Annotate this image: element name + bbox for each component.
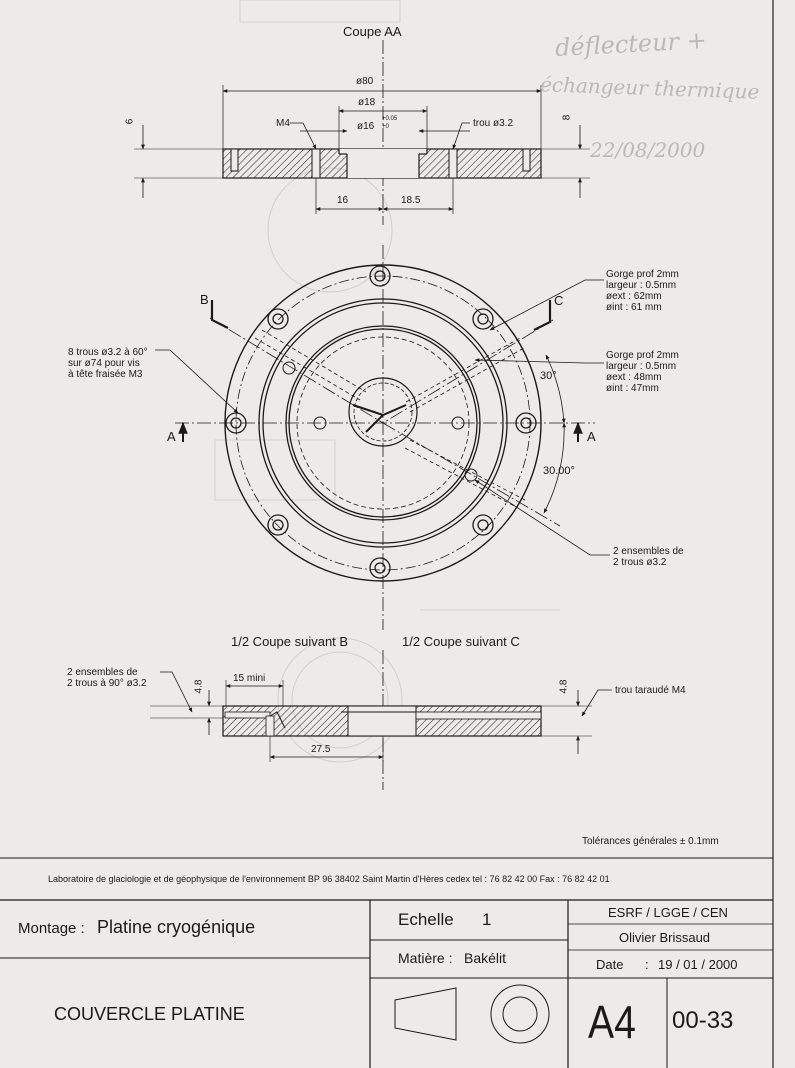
dim-w275: 27.5 <box>311 744 331 755</box>
half-section-b-title: 1/2 Coupe suivant B <box>231 634 349 649</box>
dim-angle-30-00: 30.00° <box>543 465 575 477</box>
dim-angle-30: 30° <box>540 370 557 382</box>
echelle-label: Echelle <box>398 910 454 929</box>
handwritten-date: 22/08/2000 <box>590 138 706 162</box>
half-sections-view <box>150 650 612 790</box>
montage-value: Platine cryogénique <box>97 917 256 937</box>
date-value: 19 / 01 / 2000 <box>658 957 738 972</box>
section-label-a-left: A <box>167 429 176 444</box>
section-aa-title: Coupe AA <box>343 24 402 39</box>
section-label-c: C <box>554 293 564 308</box>
note-taraude-m4: trou taraudé M4 <box>615 685 686 696</box>
author: Olivier Brissaud <box>619 930 711 945</box>
date-label: Date <box>596 957 624 972</box>
montage-label: Montage : <box>18 920 85 937</box>
section-label-a-right: A <box>587 429 596 444</box>
dim-d80: ø80 <box>356 76 374 87</box>
tol-zero: +0 <box>382 124 389 130</box>
note-2-sets-holes: 2 ensembles de 2 trous ø3.2 <box>613 546 684 568</box>
tol-plus: +0.05 <box>382 116 398 122</box>
echelle-value: 1 <box>482 910 492 929</box>
section-label-b: B <box>200 292 209 307</box>
note-8-holes: 8 trous ø3.2 à 60° sur ø74 pour vis à tête fraisée M3 <box>68 347 148 380</box>
handwritten-line-2: échangeur thermique <box>539 72 760 104</box>
dim-h48-left: 4.8 <box>193 679 205 694</box>
dim-w16: 16 <box>337 195 349 206</box>
dim-m4: M4 <box>276 118 290 129</box>
date-separator: : <box>645 957 649 972</box>
plan-view <box>155 245 610 630</box>
general-tolerances: Tolérances générales ± 0.1mm <box>582 836 719 847</box>
dim-h8: 8 <box>561 114 573 121</box>
note-gorge-48: Gorge prof 2mm largeur : 0.5mm øext : 48mm øint : 47mm <box>606 350 679 394</box>
dim-trou32: trou ø3.2 <box>473 118 514 129</box>
section-aa-view <box>134 40 590 225</box>
matiere-label: Matière : <box>398 950 453 966</box>
drawing-number: 00-33 <box>672 1007 734 1034</box>
paper-format: A4 <box>588 996 636 1048</box>
matiere-value: Bakélit <box>464 950 507 966</box>
note-2-sets-90: 2 ensembles de 2 trous à 90° ø3.2 <box>67 667 147 689</box>
dim-h6: 6 <box>124 118 136 125</box>
dim-d16: ø16 <box>357 121 375 132</box>
dim-d18: ø18 <box>358 97 376 108</box>
part-name: COUVERCLE PLATINE <box>54 1004 245 1024</box>
dim-15-mini: 15 mini <box>233 673 266 684</box>
organization: ESRF / LGGE / CEN <box>608 905 728 920</box>
note-gorge-62: Gorge prof 2mm largeur : 0.5mm øext : 62mm øint : 61 mm <box>606 269 679 313</box>
lab-address-line: Laboratoire de glaciologie et de géophysique de l'environnement BP 96 38402 Saint Martin d'Hères cedex tel : 76 82 42 00 Fax : 76 82 42 01 <box>48 874 610 884</box>
half-section-c-title: 1/2 Coupe suivant C <box>402 634 520 649</box>
dim-h48-right: 4.8 <box>558 679 570 694</box>
handwritten-line-1: déflecteur + <box>554 26 708 62</box>
dim-w185: 18.5 <box>401 195 421 206</box>
